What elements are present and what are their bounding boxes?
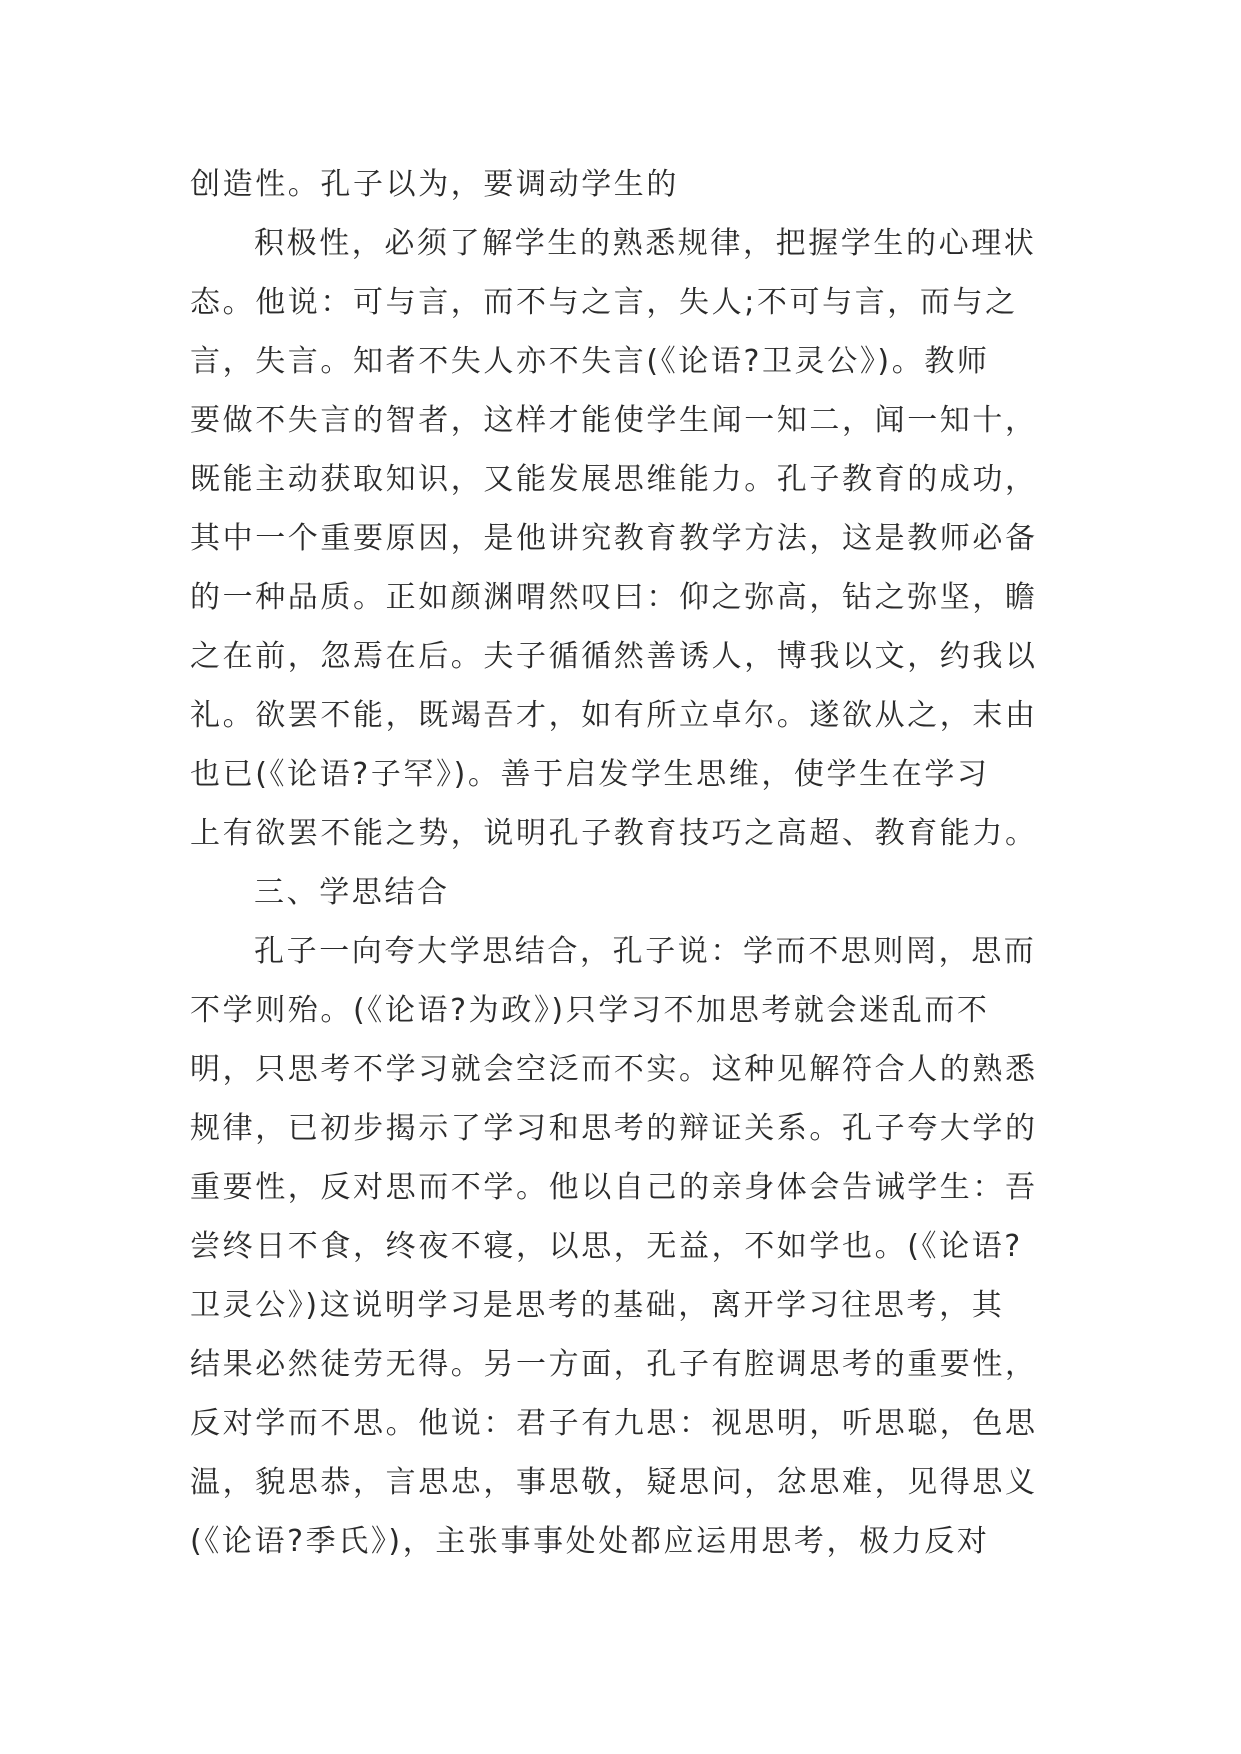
text-line-18: 重要性，反对思而不学。他以自己的亲身体会告诫学生：吾 <box>190 1170 1038 1205</box>
text-line-17: 规律，已初步揭示了学习和思考的辩证关系。孔子夸大学的 <box>190 1111 1038 1146</box>
text-line-3: 态。他说：可与言，而不与之言，失人;不可与言，而与之 <box>190 285 1018 320</box>
text-line-4: 言，失言。知者不失人亦不失言(《论语?卫灵公》)。教师 <box>190 344 990 379</box>
text-line-14: 孔子一向夸大学思结合，孔子说：学而不思则罔，思而 <box>254 934 1037 969</box>
text-line-2: 积极性，必须了解学生的熟悉规律，把握学生的心理状 <box>254 226 1037 261</box>
text-line-12: 上有欲罢不能之势，说明孔子教育技巧之高超、教育能力。 <box>190 816 1038 851</box>
text-line-11: 也已(《论语?子罕》)。善于启发学生思维，使学生在学习 <box>190 757 990 792</box>
text-line-24: (《论语?季氏》)，主张事事处处都应运用思考，极力反对 <box>190 1524 990 1559</box>
text-line-8: 的一种品质。正如颜渊喟然叹曰：仰之弥高，钻之弥坚，瞻 <box>190 580 1038 615</box>
text-line-1: 创造性。孔子以为，要调动学生的 <box>190 167 679 202</box>
text-line-23: 温，貌思恭，言思忠，事思敬，疑思问，忿思难，见得思义 <box>190 1465 1038 1500</box>
text-line-22: 反对学而不思。他说：君子有九思：视思明，听思聪，色思 <box>190 1406 1038 1441</box>
text-line-6: 既能主动获取知识，又能发展思维能力。孔子教育的成功， <box>190 462 1038 497</box>
text-line-15: 不学则殆。(《论语?为政》)只学习不加思考就会迷乱而不 <box>190 993 990 1028</box>
text-line-20: 卫灵公》)这说明学习是思考的基础，离开学习往思考，其 <box>190 1288 1005 1323</box>
text-line-5: 要做不失言的智者，这样才能使学生闻一知二，闻一知十， <box>190 403 1038 438</box>
text-line-9: 之在前，忽焉在后。夫子循循然善诱人，博我以文，约我以 <box>190 639 1038 674</box>
text-line-19: 尝终日不食，终夜不寝，以思，无益，不如学也。(《论语? <box>190 1229 1023 1264</box>
body-text <box>190 155 1050 1571</box>
text-line-7: 其中一个重要原因，是他讲究教育教学方法，这是教师必备 <box>190 521 1038 556</box>
text-line-10: 礼。欲罢不能，既竭吾才，如有所立卓尔。遂欲从之，末由 <box>190 698 1038 733</box>
section-heading: 三、学思结合 <box>254 875 450 910</box>
text-line-21: 结果必然徒劳无得。另一方面，孔子有腔调思考的重要性， <box>190 1347 1038 1382</box>
text-line-16: 明，只思考不学习就会空泛而不实。这种见解符合人的熟悉 <box>190 1052 1038 1087</box>
